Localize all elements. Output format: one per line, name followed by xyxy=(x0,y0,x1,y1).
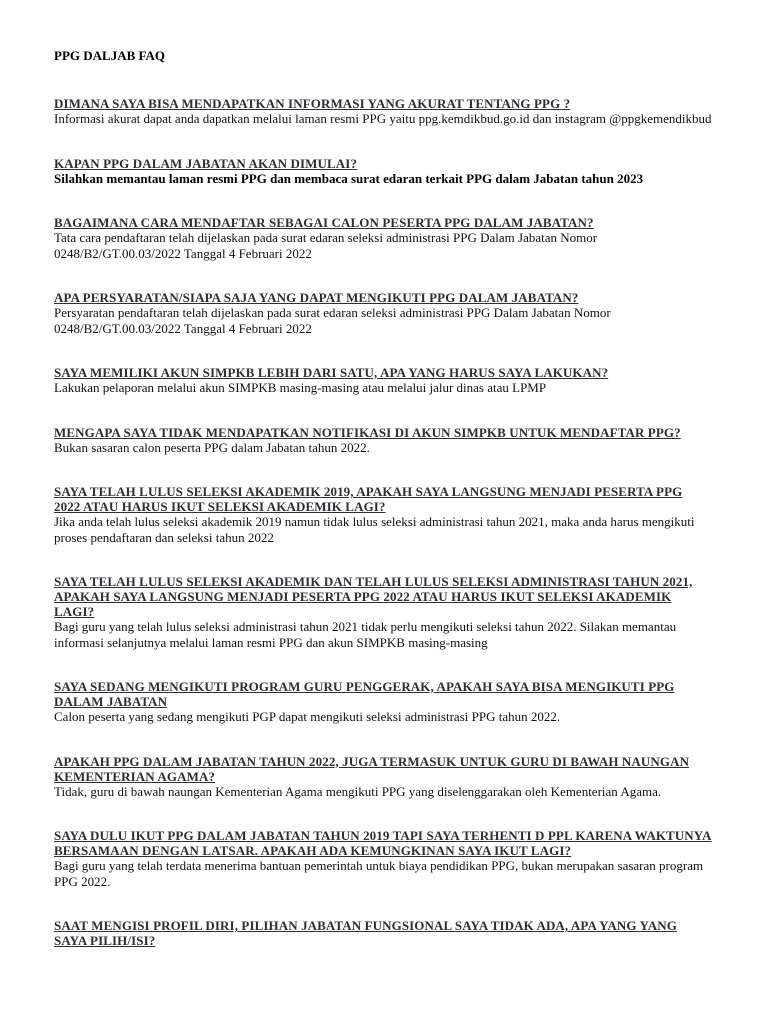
faq-item xyxy=(54,290,712,336)
faq-item xyxy=(54,828,712,889)
faq-question: SAYA DULU IKUT PPG DALAM JABATAN TAHUN 2019 TAPI SAYA TERHENTI D PPL KARENA WAKTUNYA BERSAMAAN DENGAN LATSAR. APAKAH ADA KEMUNGKINAN SAYA IKUT LAGI? xyxy=(54,828,712,858)
faq-item xyxy=(54,96,712,127)
faq-question: SAYA TELAH LULUS SELEKSI AKADEMIK DAN TELAH LULUS SELEKSI ADMINISTRASI TAHUN 2021, APAKAH SAYA LANGSUNG MENJADI PESERTA PPG 2022 ATAU HARUS IKUT SELEKSI AKADEMIK LAGI? xyxy=(54,574,693,619)
faq-question: MENGAPA SAYA TIDAK MENDAPATKAN NOTIFIKASI DI AKUN SIMPKB UNTUK MENDAFTAR PPG? xyxy=(54,424,681,440)
faq-question: KAPAN PPG DALAM JABATAN AKAN DIMULAI? xyxy=(54,155,358,171)
faq-item xyxy=(54,754,712,800)
faq-answer: Bukan sasaran calon peserta PPG dalam Jabatan tahun 2022. xyxy=(54,439,370,455)
faq-item xyxy=(54,918,712,948)
faq-answer: Lakukan pelaporan melalui akun SIMPKB masing-masing atau melalui jalur dinas atau LPMP xyxy=(54,380,547,395)
faq-question: SAYA TELAH LULUS SELEKSI AKADEMIK 2019, APAKAH SAYA LANGSUNG MENJADI PESERTA PPG 2022 ATAU HARUS IKUT SELEKSI AKADEMIK LAGI? xyxy=(54,484,683,514)
document-title: PPG DALJAB FAQ xyxy=(54,48,165,63)
faq-question: SAAT MENGISI PROFIL DIRI, PILIHAN JABATAN FUNGSIONAL SAYA TIDAK ADA, APA YANG YANG SAYA PILIH/ISI? xyxy=(54,918,677,948)
faq-answer: Calon peserta yang sedang mengikuti PGP dapat mengikuti seleksi administrasi PPG tahun 2022. xyxy=(54,709,561,724)
faq-item xyxy=(54,484,712,545)
faq-question: BAGAIMANA CARA MENDAFTAR SEBAGAI CALON PESERTA PPG DALAM JABATAN? xyxy=(54,215,594,230)
faq-item xyxy=(54,574,712,650)
faq-answer: Jika anda telah lulus seleksi akademik 2019 namun tidak lulus seleksi administrasi tahun 2021, maka anda harus mengikuti proses pendaftaran dan seleksi tahun 2022 xyxy=(54,514,695,545)
faq-answer: Tata cara pendaftaran telah dijelaskan pada surat edaran seleksi administrasi PPG Dalam Jabatan Nomor 0248/B2/GT.00.03/2022 Tanggal 4 Februari 2022 xyxy=(54,230,598,261)
faq-answer: Bagi guru yang telah terdata menerima bantuan pemerintah untuk biaya pendidikan PPG, bukan merupakan sasaran program PPG 2022. xyxy=(54,858,704,889)
faq-answer: Tidak, guru di bawah naungan Kementerian Agama mengikuti PPG yang diselenggarakan oleh Kementerian Agama. xyxy=(54,783,662,799)
faq-question: DIMANA SAYA BISA MENDAPATKAN INFORMASI YANG AKURAT TENTANG PPG ? xyxy=(54,96,571,111)
faq-answer: Informasi akurat dapat anda dapatkan melalui laman resmi PPG yaitu ppg.kemdikbud.go.id dan instagram @ppgkemendikbud xyxy=(54,111,712,126)
faq-item xyxy=(54,156,712,187)
faq-answer: Persyaratan pendaftaran telah dijelaskan pada surat edaran seleksi administrasi PPG Dalam Jabatan Nomor 0248/B2/GT.00.03/2022 Tanggal 4 Februari 2022 xyxy=(54,305,611,336)
faq-question: SAYA SEDANG MENGIKUTI PROGRAM GURU PENGGERAK, APAKAH SAYA BISA MENGIKUTI PPG DALAM JABATAN xyxy=(54,679,675,709)
faq-question: SAYA MEMILIKI AKUN SIMPKB LEBIH DARI SATU, APA YANG HARUS SAYA LAKUKAN? xyxy=(54,365,609,380)
faq-item xyxy=(54,215,712,261)
faq-question: APA PERSYARATAN/SIAPA SAJA YANG DAPAT MENGIKUTI PPG DALAM JABATAN? xyxy=(54,290,579,305)
faq-item xyxy=(54,425,712,456)
faq-answer: Silahkan memantau laman resmi PPG dan membaca surat edaran terkait PPG dalam Jabatan tahun 2023 xyxy=(54,170,644,186)
faq-item xyxy=(54,365,712,396)
faq-question: APAKAH PPG DALAM JABATAN TAHUN 2022, JUGA TERMASUK UNTUK GURU DI BAWAH NAUNGAN KEMENTERIAN AGAMA? xyxy=(54,753,690,784)
faq-item xyxy=(54,679,712,725)
faq-answer: Bagi guru yang telah lulus seleksi administrasi tahun 2021 tidak perlu mengikuti seleksi tahun 2022. Silakan memantau informasi selanjutnya melalui laman resmi PPG dan akun SIMPKB masing-masing xyxy=(54,619,677,650)
